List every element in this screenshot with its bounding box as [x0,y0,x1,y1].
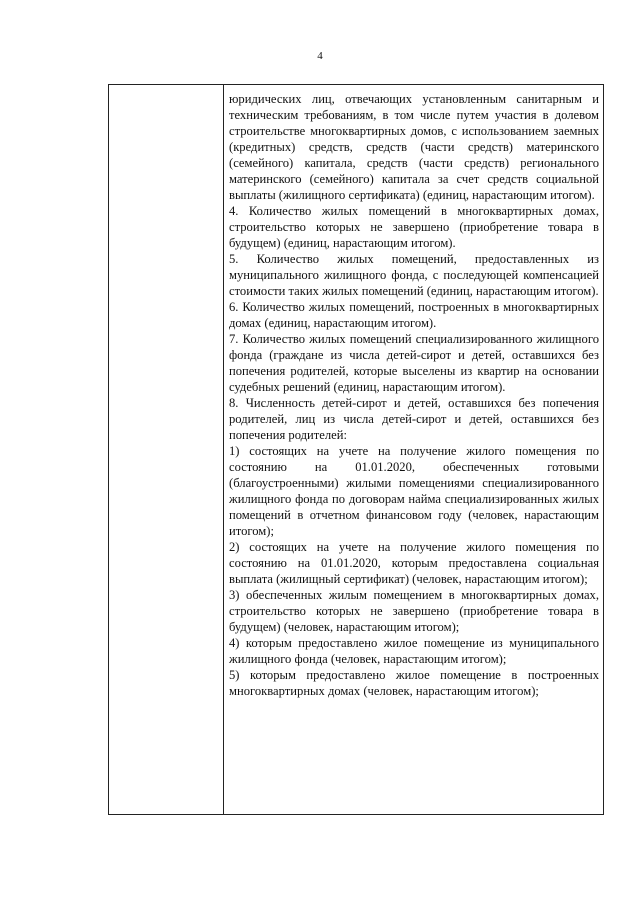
indicator-table [108,84,604,815]
subitem-4: 4) которым предоставлено жилое помещение из муниципального жилищного фонда (человек, нарастающим итогом); [229,636,599,666]
subitem-5: 5) которым предоставлено жилое помещение в построенных многоквартирных домах (человек, нарастающим итогом); [229,668,599,698]
paragraph-item-7: 7. Количество жилых помещений специализированного жилищного фонда (граждане из числа детей-сирот и детей, оставшихся без попечения родителей, которые выселены из квартир на основании судебных решений (единиц, нарастающим итогом). [229,332,599,394]
table-left-cell [109,85,224,814]
paragraph-item-4: 4. Количество жилых помещений в многоквартирных домах, строительство которых не завершено (приобретение товара в будущем) (единиц, нарастающим итогом). [229,204,599,250]
paragraph-item-6: 6. Количество жилых помещений, построенных в многоквартирных домах (единиц, нарастающим итогом). [229,300,599,330]
paragraph-item-8: 8. Численность детей-сирот и детей, оставшихся без попечения родителей, лиц из числа детей-сирот и детей, оставшихся без попечения родителей: [229,396,599,442]
paragraph-item-5: 5. Количество жилых помещений, предоставленных из муниципального жилищного фонда, с последующей компенсацией стоимости таких жилых помещений (единиц, нарастающим итогом). [229,252,599,298]
paragraph-continuation: юридических лиц, отвечающих установленным санитарным и техническим требованиям, в том числе путем участия в долевом строительстве многоквартирных домов, с использованием заемных (кредитных) средств, средств (части средств) материнского (семейного) капитала, средств (части средств) регионального материнского (семейного) капитала за счет средств социальной выплаты (жилищного сертификата) (единиц, нарастающим итогом). [229,92,599,202]
subitem-3: 3) обеспеченных жилым помещением в многоквартирных домах, строительство которых не завершено (приобретение товара в будущем) (человек, нарастающим итогом); [229,588,599,634]
subitem-1: 1) состоящих на учете на получение жилого помещения по состоянию на 01.01.2020, обеспеченных готовыми (благоустроенными) жилыми помещениями специализированного жилищного фонда по договорам найма специализированных жилых помещений в отчетном финансовом году (человек, нарастающим итогом); [229,444,599,538]
subitem-2: 2) состоящих на учете на получение жилого помещения по состоянию на 01.01.2020, которым предоставлена социальная выплата (жилищный сертификат) (человек, нарастающим итогом); [229,540,599,586]
table-right-cell [224,85,603,814]
page-number: 4 [317,50,323,62]
